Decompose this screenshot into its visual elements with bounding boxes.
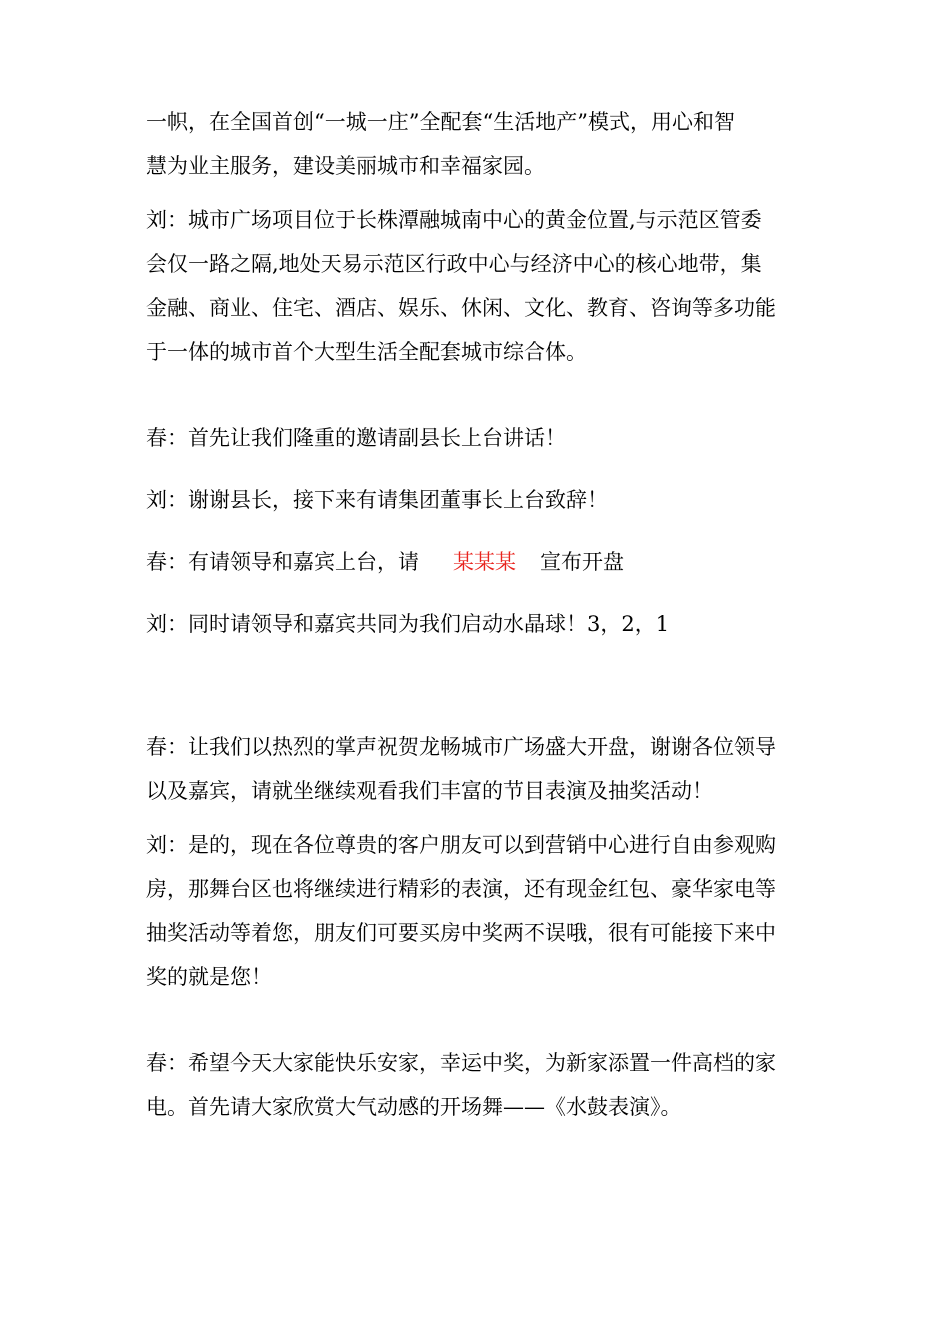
highlighted-name: 某某某 <box>453 550 516 574</box>
paragraph-chun-announce-opening <box>146 540 826 584</box>
paragraph-liu-crystal-ball <box>146 602 826 646</box>
text-line: 刘：城市广场项目位于长株潭融城南中心的黄金位置,与示范区管委 <box>146 208 762 232</box>
paragraph-intro-continuation <box>146 100 826 188</box>
paragraph-liu-project-intro <box>146 198 826 374</box>
text-line: 春：希望今天大家能快乐安家，幸运中奖，为新家添置一件高档的家 <box>146 1051 776 1075</box>
line-suffix: 宣布开盘 <box>540 550 624 574</box>
text-line: 金融、商业、住宅、酒店、娱乐、休闲、文化、教育、咨询等多功能 <box>146 296 776 320</box>
text-line: 房，那舞台区也将继续进行精彩的表演，还有现金红包、豪华家电等 <box>146 877 776 901</box>
paragraph-chun-congratulate <box>146 725 826 813</box>
text-line: 刘：同时请领导和嘉宾共同为我们启动水晶球！3，2，1 <box>146 612 670 636</box>
text-line: 会仅一路之隔,地处天易示范区行政中心与经济中心的核心地带，集 <box>146 252 762 276</box>
paragraph-liu-invite-chairman <box>146 478 826 522</box>
text-line: 刘：谢谢县长，接下来有请集团董事长上台致辞！ <box>146 488 608 512</box>
text-line: 于一体的城市首个大型生活全配套城市综合体。 <box>146 340 587 364</box>
text-line: 刘：是的，现在各位尊贵的客户朋友可以到营销中心进行自由参观购 <box>146 833 776 857</box>
paragraph-liu-visit-and-lottery <box>146 823 826 999</box>
paragraph-chun-invite-vice-county-head <box>146 416 826 460</box>
text-line: 春：让我们以热烈的掌声祝贺龙畅城市广场盛大开盘，谢谢各位领导 <box>146 735 776 759</box>
line-prefix: 春：有请领导和嘉宾上台，请 <box>146 550 419 574</box>
text-line: 春：首先让我们隆重的邀请副县长上台讲话！ <box>146 426 566 450</box>
text-line: 慧为业主服务，建设美丽城市和幸福家园。 <box>146 154 545 178</box>
text-line: 电。首先请大家欣赏大气动感的开场舞——《水鼓表演》。 <box>146 1095 682 1119</box>
text-line: 奖的就是您！ <box>146 965 272 989</box>
text-line: 一帜，在全国首创“一城一庄”全配套“生活地产”模式，用心和智 <box>146 110 735 134</box>
paragraph-chun-opening-dance <box>146 1041 826 1129</box>
text-line: 抽奖活动等着您，朋友们可要买房中奖两不误哦，很有可能接下来中 <box>146 921 776 945</box>
text-line <box>146 540 826 584</box>
text-line: 以及嘉宾，请就坐继续观看我们丰富的节目表演及抽奖活动！ <box>146 779 713 803</box>
